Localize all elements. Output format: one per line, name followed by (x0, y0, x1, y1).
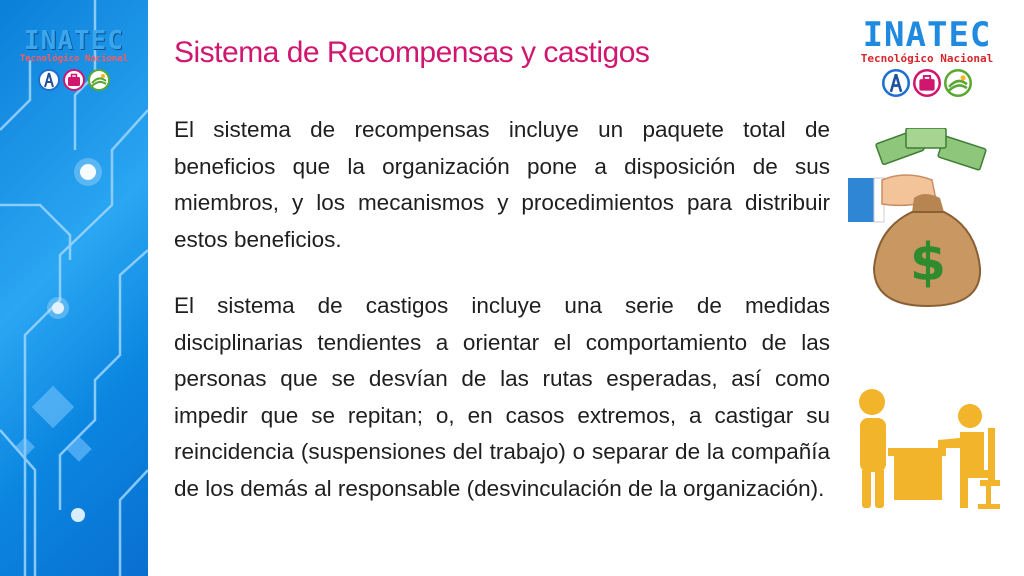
punishments-paragraph: El sistema de castigos incluye una serie de medidas disciplinarias tendientes a orientar el comportamiento de las personas que se desvían de las rutas esperadas, así como impedir que se repitan; o, en casos extremos, a castigar su reincidencia (suspensiones del trabajo) o separar de la compañía de los demás al responsable (desvinculación de la organización). (174, 293, 830, 501)
briefcase-icon (913, 69, 941, 97)
logo-subtitle: Tecnológico Nacional (19, 54, 129, 64)
field-icon (88, 69, 110, 91)
compass-icon (38, 69, 60, 91)
logo-name: INATEC (862, 15, 992, 55)
dollar-sign: $ (909, 233, 947, 293)
bills-icon (876, 128, 987, 170)
rewards-paragraph: El sistema de recompensas incluye un paquete total de beneficios que la organización pone a disposición de sus miembros, y los mecanismos y procedimientos para distribuir estos beneficios. (174, 117, 830, 252)
inatec-logo-left (14, 28, 134, 91)
logo-icons (14, 69, 134, 91)
logo-subtitle: Tecnológico Nacional (860, 52, 994, 65)
meeting-desk-icon (856, 388, 1006, 510)
page-title: Sistema de Recompensas y castigos (174, 36, 650, 69)
logo-icons (842, 69, 1012, 97)
logo-name: INATEC (24, 26, 124, 56)
inatec-logo-right (842, 15, 1012, 97)
field-icon (944, 69, 972, 97)
money-bag-icon (848, 128, 1000, 308)
compass-icon (882, 69, 910, 97)
briefcase-icon (63, 69, 85, 91)
